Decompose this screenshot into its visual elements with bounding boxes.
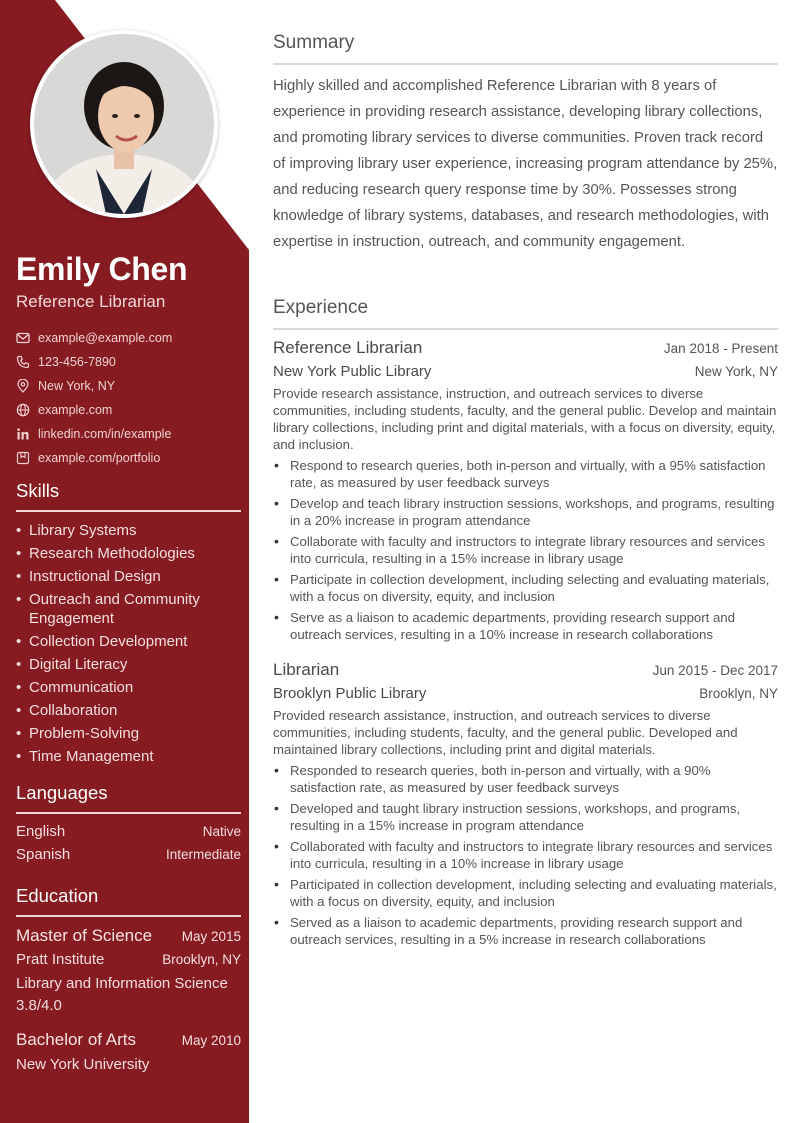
skill-item: • Outreach and Community Engagement [16, 590, 241, 628]
skill-item: • Collection Development [16, 632, 241, 651]
education-entry-header [16, 926, 241, 946]
phone-icon [16, 355, 30, 369]
skill-item: • Collaboration [16, 701, 241, 720]
contact-website-text: example.com [38, 403, 113, 417]
job-bullet: • Responded to research queries, both in-person and virtually, with a 90% satisfaction rate, as measured by user feedback surveys [273, 762, 778, 796]
job-title: Librarian [273, 660, 340, 679]
language-level: Intermediate [165, 847, 241, 862]
skills-list [16, 521, 241, 770]
skills-heading: Skills [16, 480, 241, 512]
education-field: Library and Information Science [16, 975, 228, 992]
job-header [273, 660, 778, 680]
job-bullet: • Respond to research queries, both in-person and virtually, with a 95% satisfaction rate, as measured by user feedback surveys [273, 457, 778, 491]
job-organization: Brooklyn Public Library [273, 685, 427, 702]
skill-item: • Problem-Solving [16, 724, 241, 743]
education-date: May 2015 [181, 929, 241, 944]
language-name: English [16, 823, 66, 840]
skill-item: • Communication [16, 678, 241, 697]
education-entry-school [16, 951, 241, 968]
job-bullet: • Develop and teach library instruction sessions, workshops, and programs, resulting in a 20% increase in program attendance [273, 495, 778, 529]
skill-item: • Library Systems [16, 521, 241, 540]
summary-heading: Summary [273, 32, 778, 65]
job-bullet: • Collaborated with faculty and instructors to integrate library resources and services into curricula, resulting in a 10% increase in library usage [273, 838, 778, 872]
skill-item: • Research Methodologies [16, 544, 241, 563]
contact-linkedin[interactable] [16, 422, 241, 446]
skill-item: • Instructional Design [16, 567, 241, 586]
contact-location-text: New York, NY [38, 379, 116, 393]
profile-photo-frame [30, 30, 218, 218]
job-header [273, 338, 778, 358]
contact-website[interactable] [16, 398, 241, 422]
education-entry-header [16, 1030, 241, 1050]
job-org-row [273, 363, 778, 380]
language-row [16, 823, 241, 840]
job-description: Provided research assistance, instruction, and outreach services to diverse communities, including students, faculty, and the general public. Developed and maintained library collections, including print and digital materials. [273, 708, 738, 757]
linkedin-icon [16, 427, 30, 441]
skill-item: • Time Management [16, 747, 241, 766]
candidate-title: Reference Librarian [16, 292, 166, 311]
location-pin-icon [16, 379, 30, 393]
education-location: Brooklyn, NY [162, 952, 241, 967]
language-name: Spanish [16, 846, 71, 863]
email-icon [16, 331, 30, 345]
contact-email[interactable] [16, 326, 241, 350]
globe-icon [16, 403, 30, 417]
summary-text: Highly skilled and accomplished Reference Librarian with 8 years of experience in providing research assistance, developing library collections, and promoting library services to diverse communities. Proven track record of improving library user experience, increasing program attendance by 25%, and reducing research query response time by 30%. Possesses strong knowledge of library systems, databases, and research methodologies, with expertise in instruction, outreach, and community engagement. [273, 78, 778, 250]
job-org-row [273, 685, 778, 702]
job-location: Brooklyn, NY [699, 686, 778, 701]
portfolio-icon [16, 451, 30, 465]
contact-portfolio-text: example.com/portfolio [38, 451, 161, 465]
education-degree: Bachelor of Arts [16, 1030, 137, 1049]
job-organization: New York Public Library [273, 363, 432, 380]
job-date: Jan 2018 - Present [663, 341, 778, 356]
language-level: Native [202, 824, 241, 839]
job-bullets [273, 762, 778, 952]
job-bullet: • Collaborate with faculty and instructors to integrate library resources and services into curricula, resulting in a 15% increase in library usage [273, 533, 778, 567]
contact-location [16, 374, 241, 398]
job-location: New York, NY [694, 364, 778, 379]
languages-heading: Languages [16, 782, 241, 814]
candidate-name: Emily Chen [16, 251, 188, 287]
contact-phone-text: 123-456-7890 [38, 355, 116, 369]
education-heading: Education [16, 885, 241, 917]
language-row [16, 846, 241, 863]
job-title: Reference Librarian [273, 338, 423, 357]
skill-item: • Digital Literacy [16, 655, 241, 674]
job-description: Provide research assistance, instruction, and outreach services to diverse communities, including students, faculty, and the general public. Develop and maintain library collections, including print and digital materials, with a focus on diversity, equity, and inclusion. [273, 386, 777, 452]
sidebar [0, 0, 249, 1123]
contact-portfolio[interactable] [16, 446, 241, 470]
education-school: New York University [16, 1056, 150, 1073]
job-bullet: • Developed and taught library instruction sessions, workshops, and programs, resulting in a 15% increase in program attendance [273, 800, 778, 834]
contact-phone[interactable] [16, 350, 241, 374]
job-bullet: • Participate in collection development, including selecting and evaluating materials, with a focus on diversity, equity, and inclusion [273, 571, 778, 605]
education-date: May 2010 [181, 1033, 241, 1048]
contact-linkedin-text: linkedin.com/in/example [38, 427, 172, 441]
job-bullet: • Served as a liaison to academic departments, providing research support and outreach services, resulting in a 5% increase in research collaborations [273, 914, 778, 948]
contact-email-text: example@example.com [38, 331, 173, 345]
education-degree: Master of Science [16, 926, 153, 945]
education-school: Pratt Institute [16, 951, 105, 968]
job-bullets [273, 457, 778, 647]
education-gpa: 3.8/4.0 [16, 997, 62, 1014]
job-bullet: • Participated in collection development, including selecting and evaluating materials, with a focus on diversity, equity, and inclusion [273, 876, 778, 910]
contact-list [16, 326, 241, 470]
job-bullet: • Serve as a liaison to academic departments, providing research support and outreach services, resulting in a 10% increase in research collaborations [273, 609, 778, 643]
profile-photo [34, 34, 214, 214]
experience-heading: Experience [273, 297, 778, 330]
job-date: Jun 2015 - Dec 2017 [652, 663, 778, 678]
